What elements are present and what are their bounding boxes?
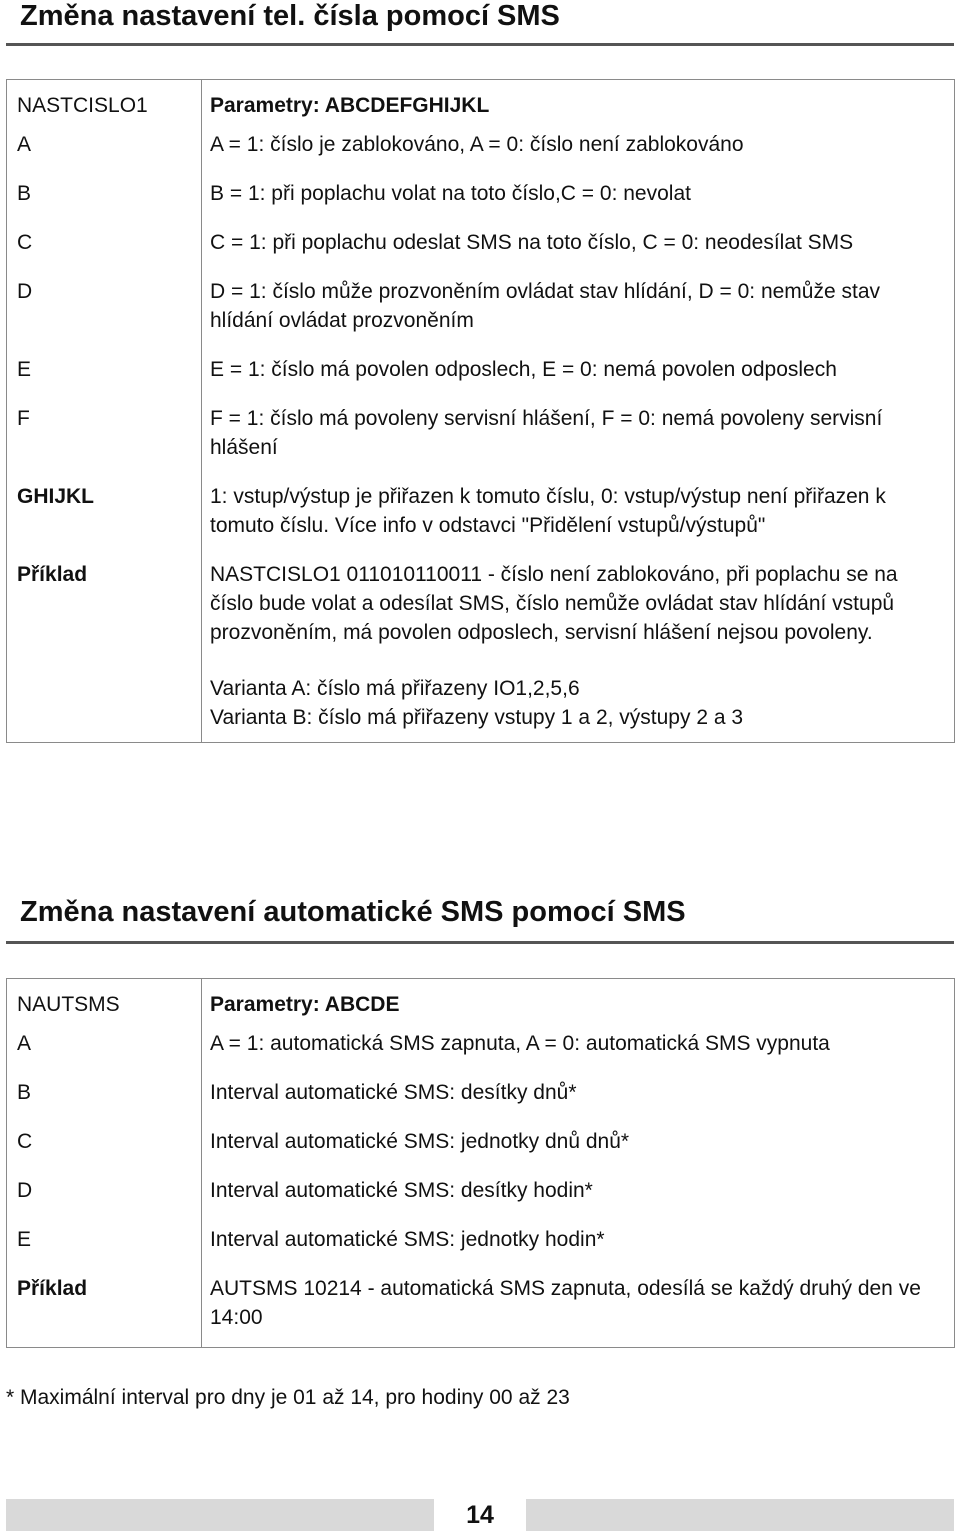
table-row [7,1225,955,1274]
section-title-auto-sms: Změna nastavení automatické SMS pomocí SMS [20,896,686,928]
parameter-key: C [7,228,202,277]
parameter-description: Parametry: ABCDEFGHIJKL [202,80,955,131]
table-row [7,1274,955,1348]
title-underline [6,941,954,944]
parameter-key: D [7,277,202,355]
parameter-description: Interval automatické SMS: jednotky dnů dnů* [202,1127,955,1176]
parameter-key: NASTCISLO1 [7,80,202,131]
parameter-description: Interval automatické SMS: desítky dnů* [202,1078,955,1127]
table-row [7,355,955,404]
table-row [7,979,955,1030]
title-underline [6,43,954,46]
parameter-description: Interval automatické SMS: desítky hodin* [202,1176,955,1225]
table-row [7,404,955,482]
parameter-description: Interval automatické SMS: jednotky hodin* [202,1225,955,1274]
page-number: 14 [466,1501,494,1529]
example-text: NASTCISLO1 011010110011 - číslo není zablokováno, při poplachu se na číslo bude volat a odesílat SMS, číslo nemůže ovládat stav hlídání vstupů prozvoněním, má povolen odposlech, servisní hlášení nejsou povoleny. [210,563,898,644]
parameter-description: A = 1: číslo je zablokováno, A = 0: číslo není zablokováno [202,130,955,179]
parameter-key: A [7,1029,202,1078]
table-row [7,1176,955,1225]
parameter-key: E [7,355,202,404]
table-row [7,1078,955,1127]
parameter-key: D [7,1176,202,1225]
parameter-key: B [7,179,202,228]
parameter-key: Příklad [7,560,202,743]
parameter-description: E = 1: číslo má povolen odposlech, E = 0: nemá povolen odposlech [202,355,955,404]
parameter-description: 1: vstup/výstup je přiřazen k tomuto číslu, 0: vstup/výstup není přiřazen k tomuto číslu. Více info v odstavci "Přidělení vstupů/výstupů" [202,482,955,560]
auto-sms-parameters-table [6,978,955,1348]
parameter-key: Příklad [7,1274,202,1348]
table-row [7,179,955,228]
parameter-description: D = 1: číslo může prozvoněním ovládat stav hlídání, D = 0: nemůže stav hlídání ovládat prozvoněním [202,277,955,355]
parameter-key: C [7,1127,202,1176]
table-row [7,130,955,179]
table-row [7,277,955,355]
table-row [7,80,955,131]
footer-bar-left [6,1499,434,1531]
parameter-description: Parametry: ABCDE [202,979,955,1030]
parameter-description: AUTSMS 10214 - automatická SMS zapnuta, odesílá se každý druhý den ve 14:00 [202,1274,955,1348]
table-row [7,482,955,560]
phone-number-parameters-table [6,79,955,743]
section-title-phone-number: Změna nastavení tel. čísla pomocí SMS [20,0,560,32]
parameter-description: B = 1: při poplachu volat na toto číslo,C = 0: nevolat [202,179,955,228]
table-row [7,228,955,277]
example-variant-b: Varianta B: číslo má přiřazeny vstupy 1 a 2, výstupy 2 a 3 [210,706,744,729]
parameter-key: B [7,1078,202,1127]
footer-bar-right [526,1499,954,1531]
table-row [7,1029,955,1078]
table-row [7,1127,955,1176]
parameter-key: F [7,404,202,482]
footnote: * Maximální interval pro dny je 01 až 14, pro hodiny 00 až 23 [6,1386,570,1409]
parameter-description: A = 1: automatická SMS zapnuta, A = 0: automatická SMS vypnuta [202,1029,955,1078]
parameter-key: A [7,130,202,179]
parameter-key: E [7,1225,202,1274]
parameter-description: C = 1: při poplachu odeslat SMS na toto číslo, C = 0: neodesílat SMS [202,228,955,277]
parameter-key: GHIJKL [7,482,202,560]
example-variant-a: Varianta A: číslo má přiřazeny IO1,2,5,6 [210,677,580,700]
parameter-description: F = 1: číslo má povoleny servisní hlášení, F = 0: nemá povoleny servisní hlášení [202,404,955,482]
parameter-key: NAUTSMS [7,979,202,1030]
table-row [7,560,955,743]
example-cell [202,560,955,743]
